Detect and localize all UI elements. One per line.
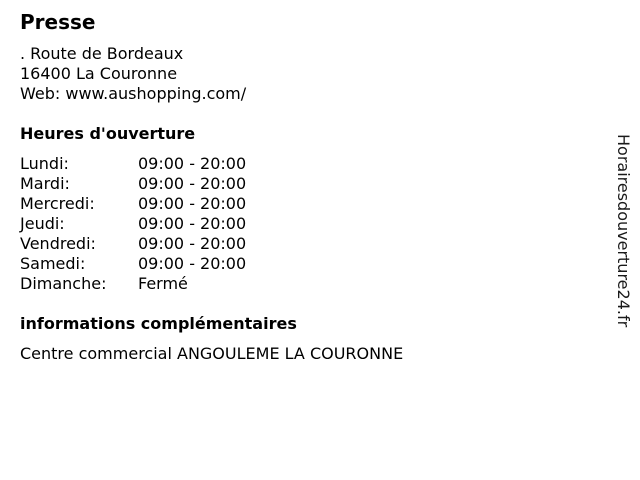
day-label: Samedi: xyxy=(20,254,86,273)
time-value: 09:00 - 20:00 xyxy=(138,234,247,253)
day-label: Lundi: xyxy=(20,154,69,173)
time-value: 09:00 - 20:00 xyxy=(138,194,247,213)
time-value: 09:00 - 20:00 xyxy=(138,174,247,193)
page-title: Presse xyxy=(20,10,96,34)
day-label: Mercredi: xyxy=(20,194,95,213)
time-value: 09:00 - 20:00 xyxy=(138,154,247,173)
address-web: Web: www.aushopping.com/ xyxy=(20,84,247,103)
additional-info-text: Centre commercial ANGOULEME LA COURONNE xyxy=(20,344,404,363)
side-brand-text: Horairesdouverture24.fr xyxy=(614,134,633,328)
address-city: 16400 La Couronne xyxy=(20,64,178,83)
day-label: Vendredi: xyxy=(20,234,96,253)
time-value: Fermé xyxy=(138,274,188,293)
day-label: Dimanche: xyxy=(20,274,107,293)
day-label: Jeudi: xyxy=(20,214,65,233)
day-label: Mardi: xyxy=(20,174,70,193)
time-value: 09:00 - 20:00 xyxy=(138,214,247,233)
time-value: 09:00 - 20:00 xyxy=(138,254,247,273)
side-brand xyxy=(611,134,635,344)
additional-info-heading: informations complémentaires xyxy=(20,314,297,333)
address-street: . Route de Bordeaux xyxy=(20,44,184,63)
opening-hours-heading: Heures d'ouverture xyxy=(20,124,196,143)
address-block xyxy=(20,44,246,104)
